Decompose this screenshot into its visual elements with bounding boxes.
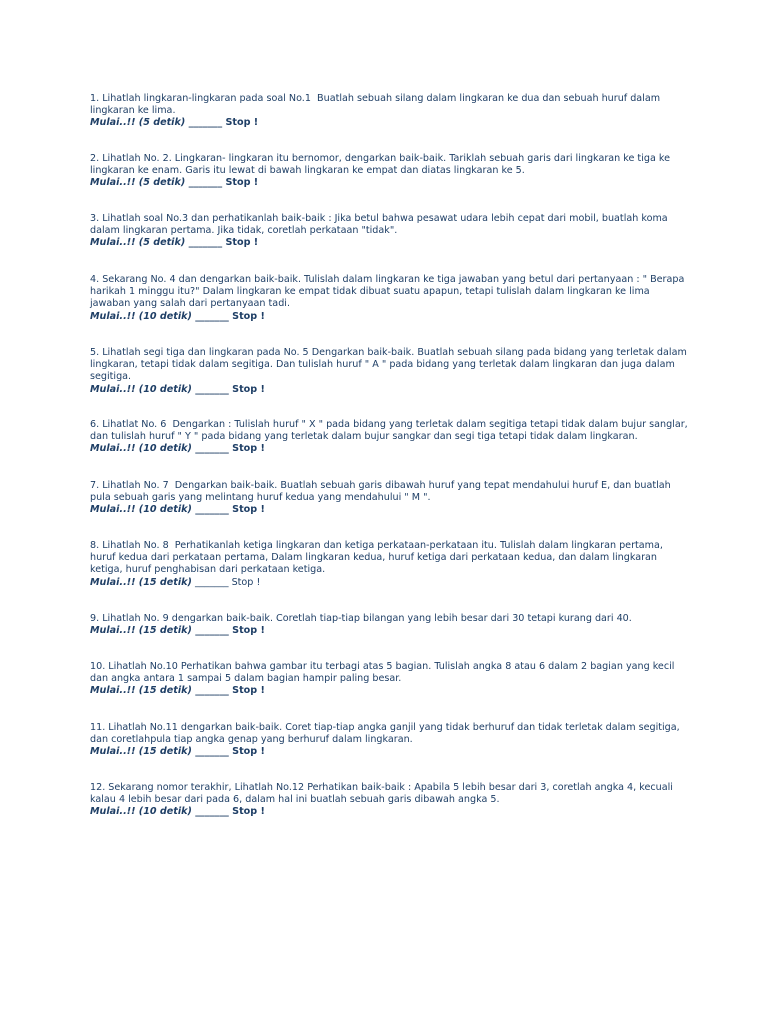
question-4: [90, 274, 690, 323]
timer-mulai: Mulai..!! (10 detik): [90, 504, 192, 516]
question-text: 2. Lihatlah No. 2. Lingkaran- lingkaran itu bernomor, dengarkan baik-baik. Tariklah sebuah garis dari lingkaran ke tiga ke lingkaran ke enam. Garis itu lewat di bawah lingkaran ke empat dan diatas lingkaran ke 5.: [90, 153, 674, 177]
timer-line: [90, 685, 690, 697]
question-text: 8. Lihatlah No. 8 Perhatikanlah ketiga lingkaran dan ketiga perkataan-perkataan itu. Tulislah dalam lingkaran pertama, huruf kedua dari perkataan pertama, Dalam lingkaran kedua, huruf ketiga dari perkataan kedua, dan dalam lingkaran ketiga, huruf penghabisan dari perkataan ketiga.: [90, 540, 667, 576]
timer-mulai: Mulai..!! (15 detik): [90, 746, 192, 758]
timer-stop: _______ Stop !: [191, 625, 265, 637]
timer-line: [90, 384, 690, 396]
question-text: 5. Lihatlah segi tiga dan lingkaran pada No. 5 Dengarkan baik-baik. Buatlah sebuah silang pada bidang yang terletak dalam lingkaran, tetapi tidak dalam segitiga. Dan tulislah huruf " A " pada bidang yang terletak dalam lingkaran dan juga dalam segitiga.: [90, 347, 690, 383]
timer-mulai: Mulai..!! (15 detik): [90, 576, 192, 588]
question-5: [90, 347, 690, 396]
timer-line: [90, 117, 690, 129]
timer-stop: _______ Stop !: [191, 806, 265, 818]
timer-mulai: Mulai..!! (10 detik): [90, 383, 192, 395]
timer-line: [90, 577, 690, 589]
question-text: 3. Lihatlah soal No.3 dan perhatikanlah baik-baik : Jika betul bahwa pesawat udara lebih cepat dari mobil, buatlah koma dalam lingkaran pertama. Jika tidak, coretlah perkataan "tidak".: [90, 213, 671, 237]
question-text: 12. Sekarang nomor terakhir, Lihatlah No.12 Perhatikan baik-baik : Apabila 5 lebih besar dari 3, coretlah angka 4, kecuali kalau 4 lebih besar dari pada 6, dalam hal ini buatlah sebuah garis dibawah angka 5.: [90, 782, 676, 806]
timer-stop: _______ Stop !: [185, 237, 259, 249]
question-8: [90, 540, 690, 589]
question-12: [90, 782, 690, 819]
timer-mulai: Mulai..!! (15 detik): [90, 625, 192, 637]
question-text: 7. Lihatlah No. 7 Dengarkan baik-baik. Buatlah sebuah garis dibawah huruf yang tepat mendahului huruf E, dan buatlah pula sebuah garis yang melintang huruf kedua yang mendahului " M ".: [90, 480, 674, 504]
timer-line: [90, 443, 690, 455]
question-text: 9. Lihatlah No. 9 dengarkan baik-baik. Coretlah tiap-tiap bilangan yang lebih besar dari 30 tetapi kurang dari 40.: [90, 613, 632, 624]
timer-mulai: Mulai..!! (10 detik): [90, 310, 192, 322]
timer-stop: _______ Stop !: [191, 685, 265, 697]
timer-stop: _______ Stop !: [191, 746, 265, 758]
timer-mulai: Mulai..!! (10 detik): [90, 806, 192, 818]
question-3: [90, 213, 690, 250]
question-2: [90, 153, 690, 190]
timer-mulai: Mulai..!! (5 detik): [90, 117, 186, 129]
timer-line: [90, 237, 690, 249]
question-9: [90, 613, 690, 637]
question-text: 6. Lihatlat No. 6 Dengarkan : Tulislah huruf " X " pada bidang yang terletak dalam segitiga tetapi tidak dalam bujur sanglar, dan tulislah huruf " Y " pada bidang yang terletak dalam bujur sangkar dan segi tiga tetapi tidak dalam lingkaran.: [90, 419, 691, 443]
question-10: [90, 661, 690, 698]
question-text: 4. Sekarang No. 4 dan dengarkan baik-baik. Tulislah dalam lingkaran ke tiga jawaban yang betul dari pertanyaan : " Berapa harikah 1 minggu itu?" Dalam lingkaran ke empat tidak dibuat suatu apapun, tetapi tulislah dalam lingkaran ke lima jawaban yang salah dari pertanyaan tadi.: [90, 274, 688, 310]
question-text: 10. Lihatlah No.10 Perhatikan bahwa gambar itu terbagi atas 5 bagian. Tulislah angka 8 atau 6 dalam 2 bagian yang kecil dan angka antara 1 sampai 5 dalam bagian hampir paling besar.: [90, 661, 678, 685]
timer-stop: _______ Stop !: [185, 177, 259, 189]
timer-stop: _______ Stop !: [191, 443, 265, 455]
question-7: [90, 480, 690, 517]
timer-mulai: Mulai..!! (5 detik): [90, 177, 186, 189]
timer-line: [90, 504, 690, 516]
question-1: [90, 93, 690, 130]
timer-mulai: Mulai..!! (10 detik): [90, 443, 192, 455]
question-6: [90, 419, 690, 456]
timer-stop: _______ Stop !: [185, 117, 259, 129]
timer-stop: _______ Stop !: [191, 383, 265, 395]
timer-stop: _______ Stop !: [191, 576, 261, 588]
timer-mulai: Mulai..!! (5 detik): [90, 237, 186, 249]
timer-stop: _______ Stop !: [191, 310, 265, 322]
timer-line: [90, 311, 690, 323]
question-11: [90, 722, 690, 759]
timer-mulai: Mulai..!! (15 detik): [90, 685, 192, 697]
timer-line: [90, 177, 690, 189]
timer-line: [90, 625, 690, 637]
timer-stop: _______ Stop !: [191, 504, 265, 516]
timer-line: [90, 746, 690, 758]
question-text: 11. Lihatlah No.11 dengarkan baik-baik. Coret tiap-tiap angka ganjil yang tidak berhuruf dan tidak terletak dalam segitiga, dan coretlahpula tiap angka genap yang berhuruf dalam lingkaran.: [90, 722, 683, 746]
question-text: 1. Lihatlah lingkaran-lingkaran pada soal No.1 Buatlah sebuah silang dalam lingkaran ke dua dan sebuah huruf dalam lingkaran ke lima.: [90, 93, 664, 117]
timer-line: [90, 806, 690, 818]
